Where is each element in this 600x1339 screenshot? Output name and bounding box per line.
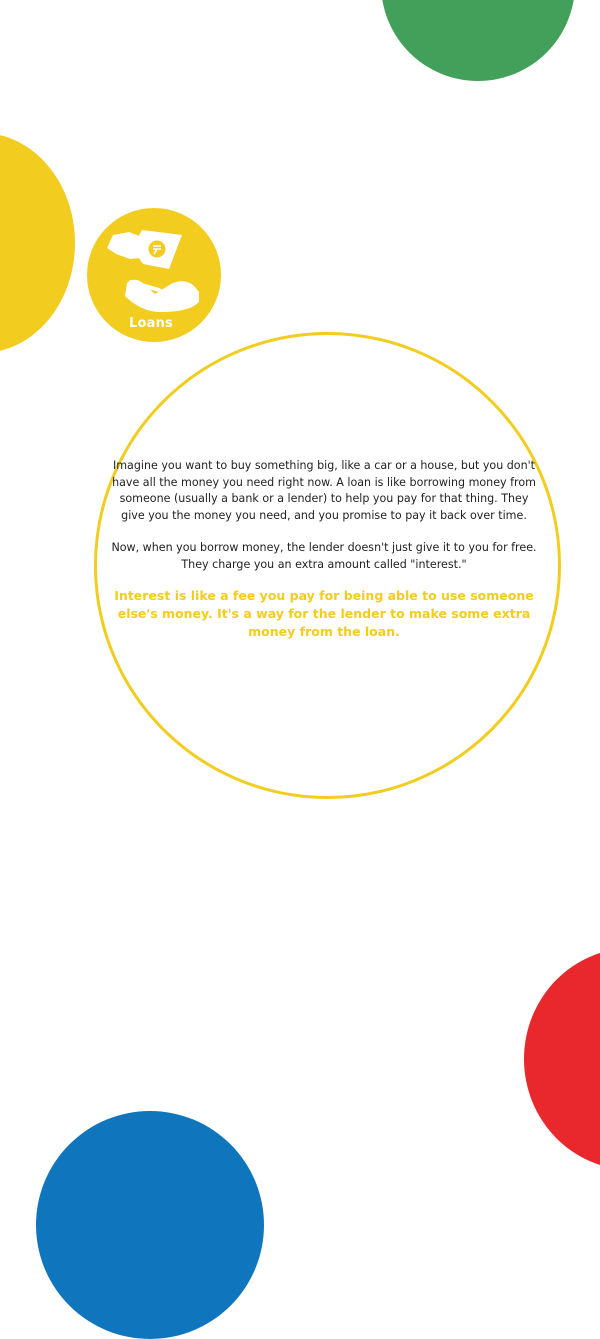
- loans-badge: [87, 208, 221, 342]
- loans-label: Loans: [129, 316, 173, 331]
- interest-paragraph: Now, when you borrow money, the lender doesn't just give it to you for free. They charge you an extra amount called "interest.": [111, 541, 537, 571]
- decorative-green-circle: [381, 0, 575, 81]
- decorative-red-circle: [524, 948, 600, 1170]
- intro-paragraph: Imagine you want to buy something big, like a car or a house, but you don't have all the money you need right now. A loan is like borrowing money from someone (usually a bank or a lender) to help you pay for that thing. They give you the money you need, and you promise to pay it back over time.: [112, 459, 536, 522]
- decorative-blue-circle: [36, 1111, 264, 1339]
- text-block: [108, 458, 540, 641]
- decorative-yellow-circle: [0, 133, 75, 353]
- interest-highlight: Interest is like a fee you pay for being able to use someone else's money. It's a way for the lender to make some extra money from the loan.: [114, 588, 534, 639]
